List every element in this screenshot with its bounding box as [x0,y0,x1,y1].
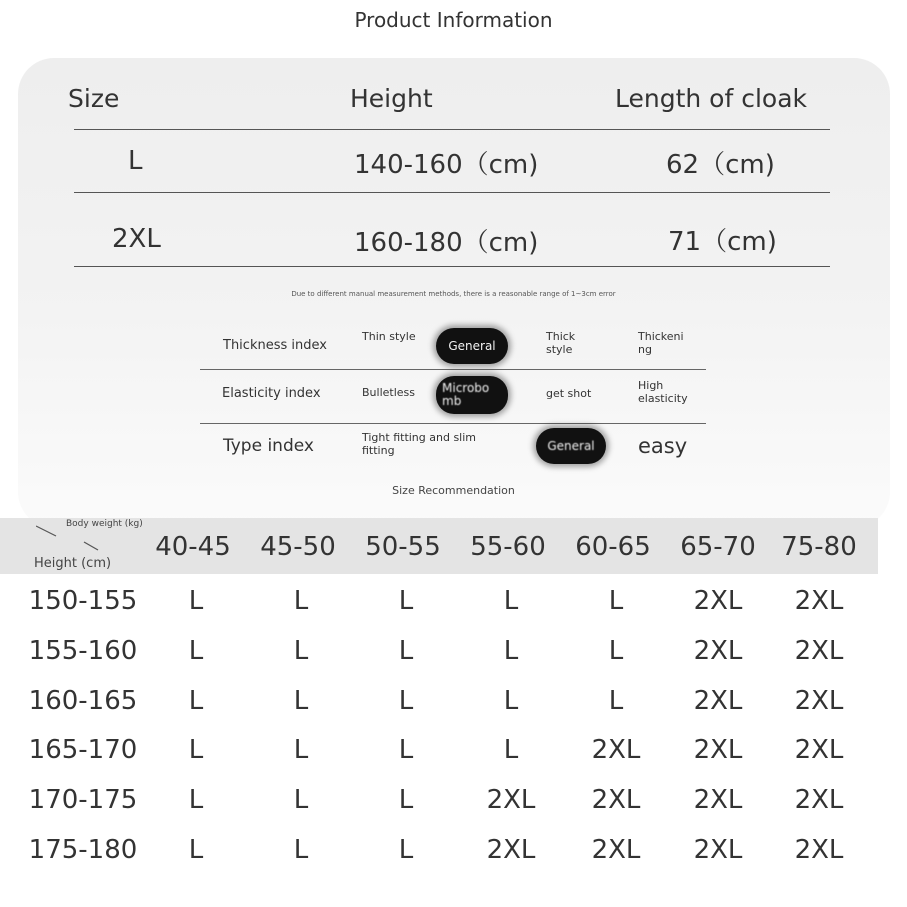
weight-header: 45-50 [260,532,336,562]
size-cell: L [188,686,204,716]
size-cell: L [398,686,414,716]
size-cell: 2XL [693,686,743,716]
elasticity-option: Bulletless [362,386,415,399]
size-cell: L [398,735,414,765]
size-cell: L [503,636,519,666]
height-row-label: 150-155 [28,586,138,616]
size-cell: 2XL [693,835,743,865]
thickness-option: Thin style [362,330,416,343]
size-cell: L [293,586,309,616]
size-cell: L [503,686,519,716]
size-cell: L [398,785,414,815]
size-cell: L [188,835,204,865]
divider [200,423,706,424]
divider [74,266,830,267]
type-option: Tight fitting and slim fitting [362,431,477,457]
height-row-label: 170-175 [28,785,138,815]
length-cell: 71（cm) [668,227,777,257]
size-cell: L [293,636,309,666]
height-row-label: 160-165 [28,686,138,716]
divider [200,369,706,370]
thickness-option: Thick style [546,330,576,356]
size-cell: 2XL [794,785,844,815]
size-cell: L [293,835,309,865]
weight-header: 50-55 [365,532,441,562]
size-cell: L [128,146,143,176]
page-title: Product Information [354,8,553,32]
size-cell: 2XL [693,636,743,666]
size-cell: L [188,735,204,765]
size-cell: L [293,785,309,815]
size-cell: 2XL [693,785,743,815]
thickness-selected-pill: General [436,328,508,364]
size-cell: L [503,586,519,616]
size-cell: 2XL [794,636,844,666]
corner-weight-label: Body weight (kg) [66,519,143,529]
size-cell: L [293,686,309,716]
size-cell: 2XL [591,785,641,815]
divider [74,192,830,193]
thickness-label: Thickness index [223,338,327,353]
length-cell: 62（cm) [666,150,775,180]
size-cell: L [188,785,204,815]
elasticity-selected-pill: Microbomb [436,376,508,414]
size-cell: 2XL [486,835,536,865]
type-option: easy [638,434,688,458]
size-cell: L [188,636,204,666]
type-selected-pill: General [536,428,606,464]
elasticity-option: get shot [546,387,592,400]
height-header: Height [350,84,433,113]
size-cell: 2XL [486,785,536,815]
type-label: Type index [223,436,314,456]
size-cell: 2XL [794,735,844,765]
weight-header: 75-80 [781,532,857,562]
size-cell: L [608,686,624,716]
size-cell: L [398,636,414,666]
size-cell: 2XL [794,686,844,716]
height-row-label: 165-170 [28,735,138,765]
divider [74,129,830,130]
size-cell: 2XL [591,835,641,865]
size-cell: 2XL [794,586,844,616]
size-cell: 2XL [591,735,641,765]
size-cell: L [398,835,414,865]
size-cell: L [293,735,309,765]
size-cell: 2XL [693,586,743,616]
size-cell: L [503,735,519,765]
corner-height-label: Height (cm) [34,556,112,571]
height-row-label: 175-180 [28,835,138,865]
size-cell: L [608,636,624,666]
weight-header: 60-65 [575,532,651,562]
elasticity-label: Elasticity index [222,386,321,401]
weight-header: 65-70 [680,532,756,562]
measurement-note: Due to different manual measurement methods, there is a reasonable range of 1~3cm error [291,290,616,298]
size-cell: 2XL [112,224,161,254]
size-cell: L [608,586,624,616]
elasticity-option: High elasticity [638,379,688,405]
height-row-label: 155-160 [28,636,138,666]
weight-header: 40-45 [155,532,231,562]
size-cell: L [188,586,204,616]
length-header: Length of cloak [615,84,808,113]
size-cell: 2XL [794,835,844,865]
size-header: Size [68,84,120,113]
size-cell: 2XL [693,735,743,765]
recommendation-title: Size Recommendation [392,484,515,497]
thickness-option: Thickening [638,330,684,356]
height-cell: 160-180（cm) [354,228,539,258]
weight-header: 55-60 [470,532,546,562]
size-cell: L [398,586,414,616]
height-cell: 140-160（cm) [354,150,539,180]
